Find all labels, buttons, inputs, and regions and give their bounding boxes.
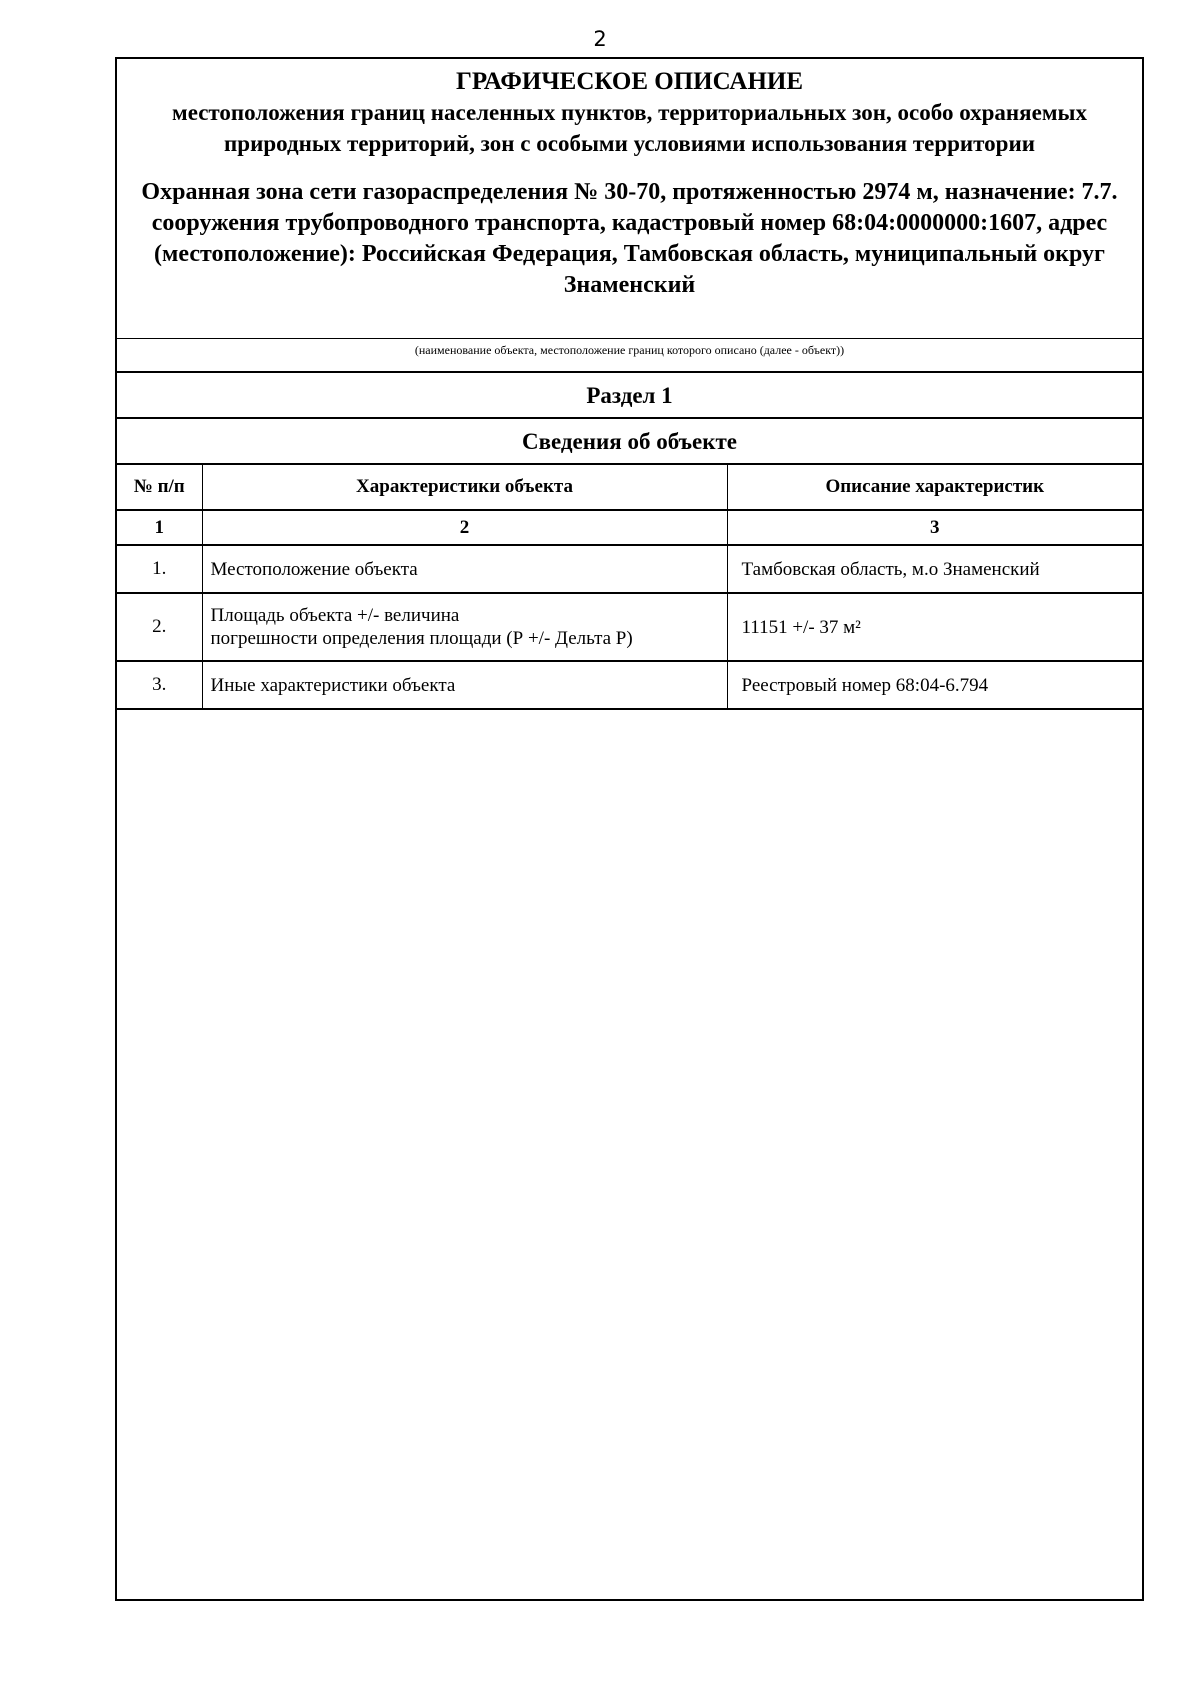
document-title: ГРАФИЧЕСКОЕ ОПИСАНИЕ (455, 68, 804, 95)
column-number: 1 (117, 510, 202, 545)
column-numbers-row (117, 510, 1142, 545)
object-info-table (117, 465, 1142, 710)
column-header-characteristic: Характеристики объекта (202, 465, 727, 510)
row-description: Тамбовская область, м.о Знаменский (727, 545, 1142, 593)
page-number: 2 (593, 27, 607, 51)
column-number: 2 (202, 510, 727, 545)
table-header-row (117, 465, 1142, 510)
object-caption: (наименование объекта, местоположение границ которого описано (далее - объект)) (117, 339, 1142, 373)
column-number: 3 (727, 510, 1142, 545)
row-characteristic (202, 593, 727, 661)
table-row (117, 593, 1142, 661)
document-subtitle: местоположения границ населенных пунктов, территориальных зон, особо охраняемых природных территорий, зон с особыми условиями использования территории (172, 100, 1087, 156)
row-number: 1. (117, 545, 202, 593)
column-header-description: Описание характеристик (727, 465, 1142, 510)
document-header (117, 59, 1142, 339)
row-description: 11151 +/- 37 м² (727, 593, 1142, 661)
row-description: Реестровый номер 68:04-6.794 (727, 661, 1142, 709)
column-header-number: № п/п (117, 465, 202, 510)
row-characteristic: Местоположение объекта (202, 545, 727, 593)
section-heading: Сведения об объекте (117, 419, 1142, 465)
row-characteristic: Иные характеристики объекта (202, 661, 727, 709)
row-number: 3. (117, 661, 202, 709)
row-characteristic-line: погрешности определения площади (Р +/- Дельта Р) (210, 628, 633, 649)
row-characteristic-line: Площадь объекта +/- величина (210, 605, 460, 626)
object-name: Охранная зона сети газораспределения № 30-70, протяженностью 2974 м, назначение: 7.7. сооружения трубопроводного транспорта, кадастровый номер 68:04:0000000:1607, адрес (местоположение): Российская Федерация, Тамбовская область, муниципальный округ Знаменский (141, 179, 1118, 298)
table-row (117, 661, 1142, 709)
table-row (117, 545, 1142, 593)
row-number: 2. (117, 593, 202, 661)
document-frame (115, 57, 1144, 1601)
section-label: Раздел 1 (117, 373, 1142, 419)
